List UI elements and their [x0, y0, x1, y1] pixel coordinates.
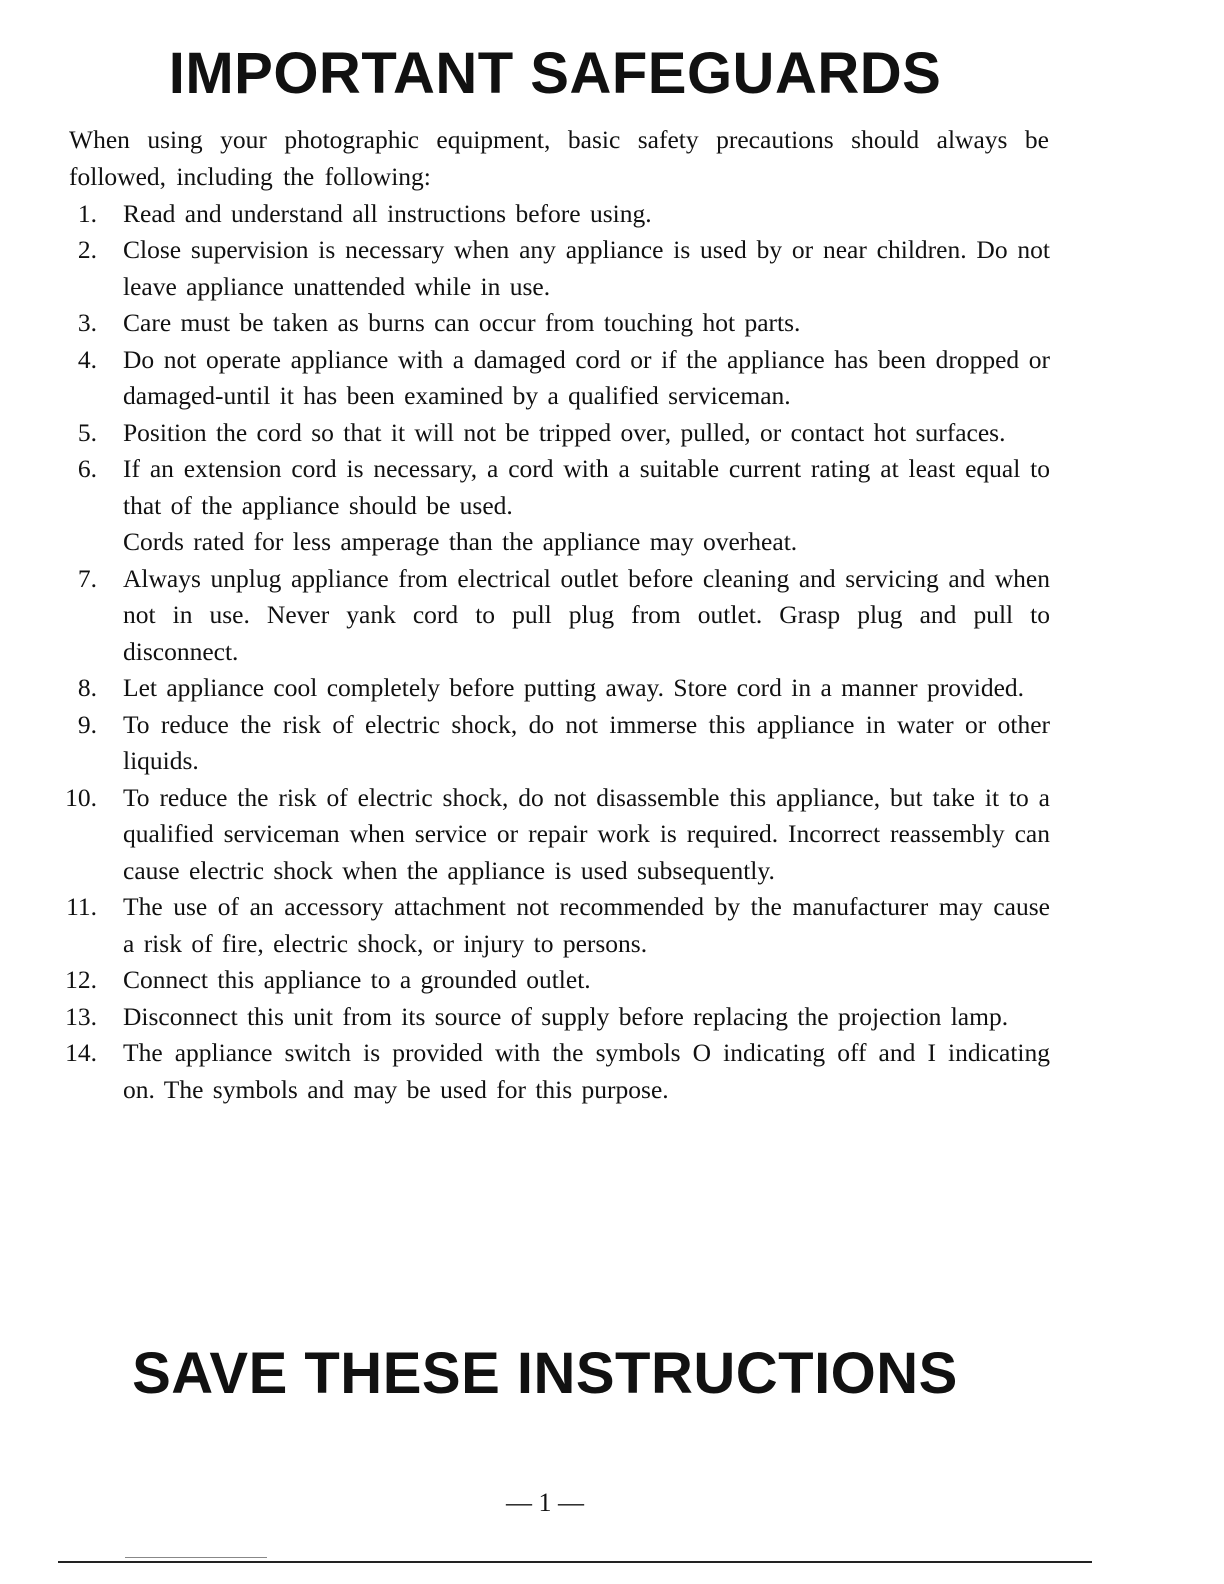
list-item: [60, 451, 1050, 561]
list-item: [60, 707, 1050, 780]
footer-rule: [58, 1561, 1092, 1563]
item-number: 8.: [77, 673, 97, 702]
item-text: Do not operate appliance with a damaged cord or if the appliance has been dropped or damaged-until it has been examined by a qualified serviceman.: [123, 344, 1050, 410]
item-number: 2.: [77, 235, 97, 264]
item-text: The appliance switch is provided with the symbols O indicating off and I indicating on. The symbols and may be used for this purpose.: [123, 1038, 1050, 1104]
item-text: Always unplug appliance from electrical outlet before cleaning and servicing and when not in use. Never yank cord to pull plug from outlet. Grasp plug and pull to disconnect.: [123, 563, 1050, 666]
list-item: [60, 561, 1050, 671]
page-number: — 1 —: [506, 1488, 584, 1517]
item-number: 4.: [77, 344, 97, 374]
list-item: [60, 889, 1050, 962]
item-number: 1.: [77, 198, 97, 228]
item-number: 3.: [77, 308, 97, 337]
item-number: 10.: [65, 782, 97, 812]
list-item: [60, 780, 1050, 890]
list-item: [60, 232, 1050, 305]
item-number: 7.: [77, 563, 97, 593]
list-item: [60, 305, 1050, 342]
item-number: 5.: [77, 417, 97, 447]
item-text: Close supervision is necessary when any appliance is used by or near children. Do not leave appliance unattended while in use.: [123, 235, 1050, 301]
item-text: Read and understand all instructions before using.: [123, 198, 652, 228]
item-text: Position the cord so that it will not be tripped over, pulled, or contact hot surfaces.: [123, 417, 1006, 447]
item-text: Disconnect this unit from its source of supply before replacing the projection lamp.: [123, 1001, 1009, 1031]
page-title: IMPORTANT SAFEGUARDS: [168, 41, 942, 106]
item-text: The use of an accessory attachment not recommended by the manufacturer may cause a risk of fire, electric shock, or injury to persons.: [123, 892, 1050, 958]
item-number: 12.: [65, 965, 97, 994]
list-item: [60, 196, 1050, 233]
list-item: [60, 670, 1050, 707]
item-text: Let appliance cool completely before putting away. Store cord in a manner provided.: [123, 673, 1025, 702]
list-item: [60, 1035, 1050, 1108]
item-extra-text: Cords rated for less amperage than the appliance may overheat.: [123, 527, 798, 556]
item-number: 6.: [77, 454, 97, 483]
safeguards-list: [60, 196, 1050, 1109]
item-text: To reduce the risk of electric shock, do not immerse this appliance in water or other liquids.: [123, 709, 1050, 775]
list-item: [60, 999, 1050, 1036]
item-number: 13.: [65, 1001, 97, 1031]
intro-paragraph: When using your photographic equipment, basic safety precautions should always be followed, including the following:: [69, 125, 1049, 191]
footer-title: SAVE THESE INSTRUCTIONS: [132, 1341, 958, 1406]
item-text: To reduce the risk of electric shock, do not disassemble this appliance, but take it to a qualified serviceman when service or repair work is required. Incorrect reassembly can cause electric shock when the appliance is used subsequently.: [123, 782, 1050, 885]
list-item: [60, 415, 1050, 452]
item-text: Connect this appliance to a grounded outlet.: [123, 965, 591, 994]
item-text: If an extension cord is necessary, a cord with a suitable current rating at least equal to that of the appliance should be used.: [123, 454, 1050, 520]
footer-short-rule: [125, 1557, 267, 1558]
item-number: 9.: [77, 709, 97, 739]
item-text: Care must be taken as burns can occur from touching hot parts.: [123, 308, 801, 337]
item-number: 14.: [65, 1038, 97, 1067]
item-number: 11.: [66, 892, 97, 921]
list-item: [60, 342, 1050, 415]
list-item: [60, 962, 1050, 999]
